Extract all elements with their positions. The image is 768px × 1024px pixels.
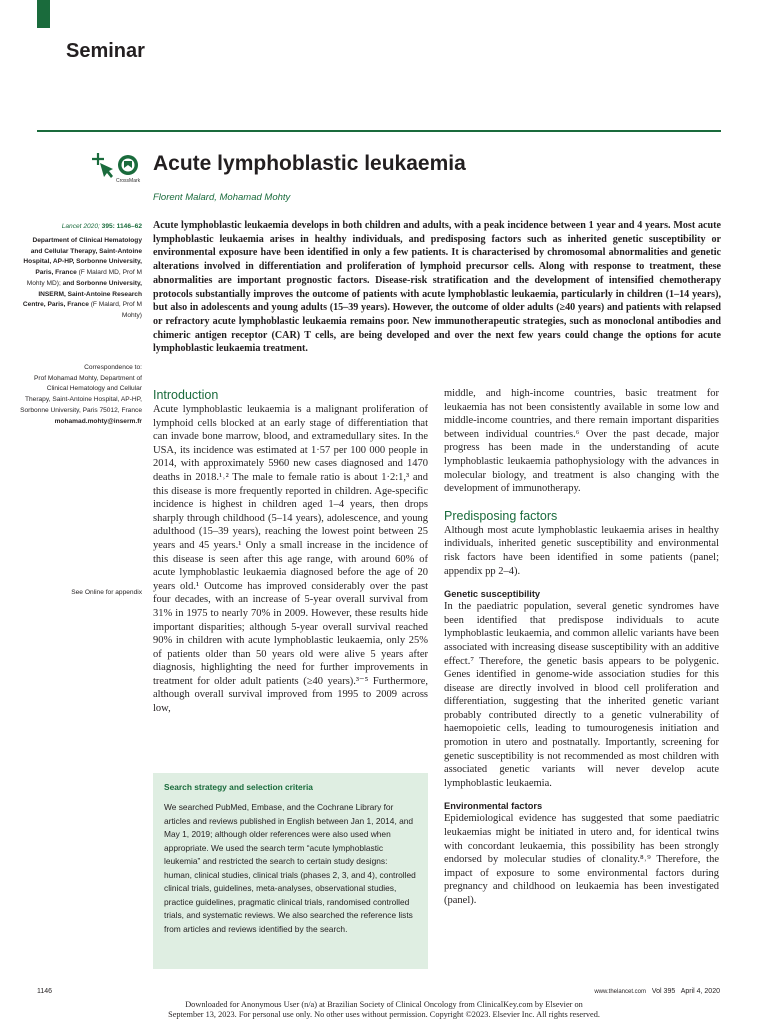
correspondence (20, 363, 142, 427)
section-color-tab (37, 0, 50, 28)
affiliation-2-authors: (F Malard, Prof M Mohty) (88, 301, 142, 319)
download-notice-line-1: Downloaded for Anonymous User (n/a) at Brazilian Society of Clinical Oncology from ClinicalKey.com by Elsevier on (185, 1000, 583, 1009)
heading-environmental-factors: Environmental factors (444, 801, 543, 812)
citation-volume: 395: 1146–62 (101, 223, 142, 230)
affiliations (20, 236, 142, 322)
correspondence-email[interactable]: mohamad.mohty@inserm.fr (54, 417, 142, 425)
search-strategy-panel (153, 773, 428, 969)
article-title: Acute lymphoblastic leukaemia (153, 152, 466, 175)
journal-url[interactable]: www.thelancet.com (594, 989, 647, 995)
journal-volume: Vol 395 (651, 988, 676, 995)
heading-introduction: Introduction (153, 388, 219, 402)
abstract: Acute lymphoblastic leukaemia develops in both children and adults, with a peak incidence between 1 year and 4 years. Most acute lymphoblastic leukaemia arises in healthy individuals, and predisposing factors such as inherited genetic susceptibility or environmental exposure have been identified in only a few patients. It is characterised by chromosomal abnormalities and genetic alterations involved in differentiation and proliferation of lymphoid precursor cells. Along with response to treatment, these abnormalities are important prognostic factors. Disease-risk stratification and the development of intensified chemotherapy protocols substantially improves the outcome of patients with acute lymphoblastic leukaemia, particularly in children (1–14 years), but also in adolescents and young adults (15–39 years). However, the outcome of older adults (≥40 years) and patients with relapsed or refractory acute lymphoblastic leukaemia remains poor. New immunotherapeutic strategies, such as monoclonal antibodies and chimeric antigen receptor (CAR) T cells, are being developed and over the next few years could change the options for acute lymphoblastic leukaemia treatment. (153, 220, 721, 355)
crossmark-icon[interactable] (90, 151, 142, 191)
intro-paragraph-1: Acute lymphoblastic leukaemia is a malignant proliferation of lymphoid cells blocked at an early stage of differentiation that can invade bone marrow, blood, and extramedullary sites. In the USA, its incidence was estimated at 1·57 per 100 000 people in 2014, with approximately 5960 new cases diagnosed and 1470 deaths in 2018.¹˒² The male to female ratio is about 1·2:1,³ and this disease is more frequently reported in children. Age-specific incidence is highest in children aged 1–4 years, then drops sharply through childhood (5–14 years), adolescence, and young adulthood (15–39 years), reaching the lowest point between 25 years and 45 years.¹ Only a small increase in the incidence of this disease is seen after this age range, with around 60% of acute lymphoblastic leukaemia diagnosed before the age of 20 years old.¹ Outcome has improved considerably over the past four decades, with an increase of 5-year overall survival from 31% in 1975 to nearly 70% in 2009. However, these results hide important disparities; although 5-year overall survival reached 90% in children with acute lymphoblastic leukaemia, only 25% of patients older than 50 years old were alive 5 years after diagnosis, highlighting the need for further improvements in treatment for older adult patients (≥40 years).³⁻⁵ Furthermore, although overall survival improved from 1995 to 2009 across low, (153, 404, 428, 715)
body-column-left (153, 387, 428, 716)
online-appendix-note (20, 588, 142, 599)
correspondence-address: Prof Mohamad Mohty, Department of Clinical Hematology and Cellular Therapy, Saint-Antoine Hospital, AP-HP, Sorbonne University, Paris 75012, France (20, 374, 142, 414)
environmental-paragraph: Epidemiological evidence has suggested that some paediatric leukaemias might be initiated in utero and, for identical twins with concordant leukaemia, this possibility has been strongly endorsed by molecular studies of clonality.⁸˒⁹ Therefore, the impact of exposure to some environmental factors during pregnancy and childhood on leukaemia has been investigated (panel). (444, 813, 719, 906)
citation-journal: Lancet 2020; (61, 223, 102, 230)
online-note-suffix: for appendix (103, 589, 142, 596)
online-note-prefix: See (71, 589, 85, 596)
predisposing-paragraph: Although most acute lymphoblastic leukaemia arises in healthy individuals, inherited genetic susceptibility and environmental risk factors have been identified in some patients (panel; appendix pp 2–4). (444, 524, 719, 577)
page-number: 1146 (37, 988, 53, 995)
search-strategy-body: We searched PubMed, Embase, and the Cochrane Library for articles and reviews published in English between Jan 1, 2014, and May 1, 2019; although older references were also used when appropriate. We used the search term “acute lymphoblastic leukemia” and restricted the search to certain study designs: human, clinical studies, clinical trials (phases 2, 3, and 4), controlled clinical trials, guidelines, meta-analyses, observational studies, practice guidelines, pragmatic clinical trials, randomised controlled trials, and systematic reviews. We also searched the reference lists from articles and reviews identified by the search. (164, 802, 416, 934)
journal-reference (594, 988, 720, 995)
online-appendix-link[interactable]: Online (84, 589, 104, 596)
affiliation-1: Department of Clinical Hematology and Cellular Therapy, Saint-Antoine Hospital, AP-HP, Sorbonne University, Paris, France (23, 237, 142, 277)
genetic-paragraph: In the paediatric population, several genetic syndromes have been identified that predispose individuals to acute lymphoblastic leukaemia, and common allelic variants have been associated with increasing disease susceptibility with an additive effect.⁷ Therefore, the genetic basis appears to be polygenic. Genes identified in genome-wide association studies for this disease are directly involved in blood cell proliferation and differentiation, suggesting that the inherited genetic variant probably contributed directly to a genetic vulnerability of haemopoietic cells, leading to tumourogenesis initiation and promotion in utero and postnatally. Importantly, screening for genetic susceptibility is not recommended as most children with associated genetic variants will never develop acute lymphoblastic leukaemia. (444, 601, 719, 789)
heading-genetic-susceptibility: Genetic susceptibility (444, 589, 541, 600)
journal-date: April 4, 2020 (680, 988, 720, 995)
citation (20, 222, 142, 233)
article-authors: Florent Malard, Mohamad Mohty (153, 192, 291, 203)
correspondence-label: Correspondence to: (84, 364, 142, 371)
download-notice (0, 1000, 768, 1020)
header-rule (37, 130, 721, 132)
crossmark-caption: CrossMark (116, 178, 141, 184)
affiliation-1-authors: (F Malard MD, Prof M Mohty MD); (26, 269, 142, 287)
heading-predisposing-factors: Predisposing factors (444, 508, 558, 523)
affiliation-2: and Sorbonne University, INSERM, Saint-Antoine Research Centre, Paris, France (22, 279, 142, 309)
intro-paragraph-2: middle, and high-income countries, basic treatment for leukaemia has not been consistently available in some low and middle-income countries, and there remain important disparities between individual countries.⁶ Over the past decade, major progress has been made in the understanding of acute lymphoblastic leukaemia pathophysiology with the advances in molecular biology, and treatment is also changing with the development of immunotherapy. (444, 388, 719, 495)
download-notice-line-2: September 13, 2023. For personal use only. No other uses without permission. Copyright ©2023. Elsevier Inc. All rights reserved. (168, 1010, 600, 1019)
search-strategy-heading: Search strategy and selection criteria (164, 782, 313, 792)
section-label: Seminar (66, 40, 145, 62)
body-column-right (444, 387, 719, 908)
